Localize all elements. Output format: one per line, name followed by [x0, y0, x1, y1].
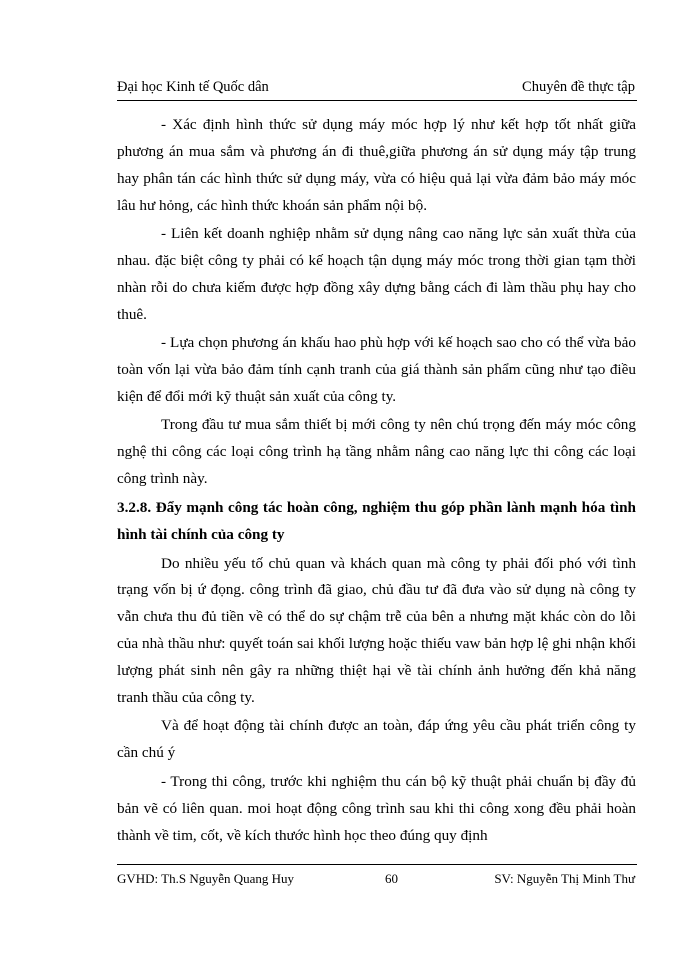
footer-student: SV: Nguyễn Thị Minh Thư [494, 871, 635, 886]
paragraph: Trong đầu tư mua sắm thiết bị mới công ty nên chú trọng đến máy móc công nghệ thi công các loại công trình hạ tầng nhằm nâng cao năng lực thi công các loại công trình này. [117, 416, 636, 488]
section-heading: 3.2.8. Đẩy mạnh công tác hoàn công, nghiệm thu góp phần lành mạnh hóa tình hình tài chính của công ty [117, 498, 636, 543]
paragraph: Và để hoạt động tài chính được an toàn, đáp ứng yêu cầu phát triển công ty cần chú ý [117, 717, 636, 762]
footer-advisor: GVHD: Th.S Nguyễn Quang Huy [117, 871, 295, 886]
page-header [117, 76, 637, 101]
header-document-type: Chuyên đề thực tập [522, 79, 635, 95]
paragraph: Do nhiều yếu tố chủ quan và khách quan mà công ty phải đối phó với tình trạng vốn bị ứ đọng. công trình đã giao, chủ đầu tư đã đưa vào sử dụng nà công ty vẫn chưa thu đủ tiền về có thể do sự chậm trễ của bên a nhưng mặt khác còn do lỗi của nhà thầu như: quyết toán sai khối lượng hoặc thiếu vaw bản hợp lệ ghi nhận khối lượng phát sinh nên gây ra những thiệt hại về tài chính ảnh hưởng đến khả năng tranh thầu của công ty. [117, 554, 636, 707]
page-footer [117, 864, 637, 891]
paragraph: - Xác định hình thức sử dụng máy móc hợp lý như kết hợp tốt nhất giữa phương án mua sắm và phương án đi thuê,giữa phương án sử dụng máy tập trung hay phân tán các hình thức sử dụng máy, vừa có hiệu quả lại vừa đảm bảo máy móc lâu hư hỏng, các hình thức khoán sản phẩm nội bộ. [117, 116, 636, 214]
paragraph: - Trong thi công, trước khi nghiệm thu cán bộ kỹ thuật phải chuẩn bị đầy đủ bản vẽ có liên quan. moi hoạt động công trình sau khi thi công xong đều phải hoàn thành về tim, cốt, về kích thước hình học theo đúng quy định [117, 772, 636, 844]
paragraph: - Lựa chọn phương án khấu hao phù hợp với kế hoạch sao cho có thể vừa bảo toàn vốn lại vừa bảo đảm tính cạnh tranh của giá thành sản phẩm cũng như tạo điều kiện để đổi mới kỹ thuật sản xuất của công ty. [117, 334, 636, 406]
paragraph: - Liên kết doanh nghiệp nhằm sử dụng nâng cao năng lực sản xuất thừa của nhau. đặc biệt công ty phải có kế hoạch tận dụng máy móc trong thời gian tạm thời nhàn rỗi do chưa kiếm được hợp đồng xây dựng bằng cách đi làm thầu phụ hay cho thuê. [117, 225, 636, 323]
page-number: 60 [385, 871, 398, 886]
header-university: Đại học Kinh tế Quốc dân [117, 79, 269, 95]
body-text [117, 112, 636, 851]
